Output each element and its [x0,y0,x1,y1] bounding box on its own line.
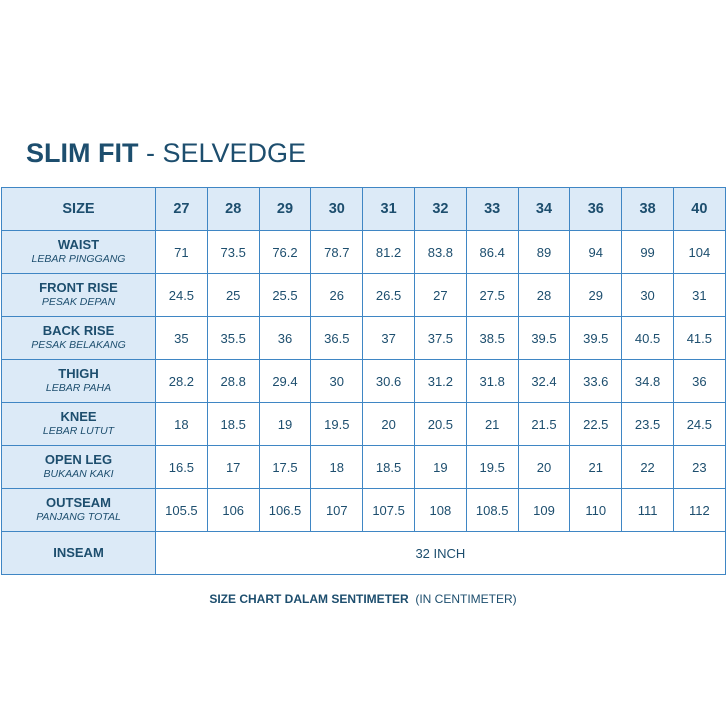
table-cell: 107 [311,489,363,532]
table-row [2,489,726,532]
size-header-cell: 33 [466,188,518,231]
row-label [2,403,156,446]
table-cell: 40.5 [622,317,674,360]
table-cell: 22 [622,446,674,489]
row-label [2,446,156,489]
table-row [2,317,726,360]
size-header-cell: 28 [207,188,259,231]
table-cell: 20 [518,446,570,489]
table-cell: 24.5 [673,403,725,446]
table-cell: 78.7 [311,231,363,274]
table-cell: 19 [414,446,466,489]
size-header-cell: 34 [518,188,570,231]
table-cell: 81.2 [363,231,415,274]
row-label-en: OUTSEAM [46,495,111,510]
table-cell: 99 [622,231,674,274]
row-label [2,317,156,360]
table-cell: 106.5 [259,489,311,532]
table-cell: 26 [311,274,363,317]
table-cell: 37 [363,317,415,360]
table-cell: 21.5 [518,403,570,446]
row-label-en: WAIST [57,237,100,252]
table-cell: 21 [570,446,622,489]
table-cell: 29.4 [259,360,311,403]
table-cell: 24.5 [156,274,208,317]
row-label-id: PANJANG TOTAL [36,511,121,523]
table-cell: 20.5 [414,403,466,446]
table-cell: 36 [673,360,725,403]
row-label-en: FRONT RISE [39,280,118,295]
row-label-en: THIGH [58,366,99,381]
table-cell: 19.5 [466,446,518,489]
size-header-cell: 40 [673,188,725,231]
size-header-cell: 38 [622,188,674,231]
table-cell: 110 [570,489,622,532]
size-header-cell: 29 [259,188,311,231]
header-row [2,188,726,231]
table-cell: 109 [518,489,570,532]
table-cell: 36.5 [311,317,363,360]
table-cell: 30 [622,274,674,317]
table-cell: 106 [207,489,259,532]
table-cell: 71 [156,231,208,274]
table-row [2,231,726,274]
table-cell: 17.5 [259,446,311,489]
table-cell: 29 [570,274,622,317]
size-header-cell: 32 [414,188,466,231]
table-cell: 16.5 [156,446,208,489]
size-header-label: SIZE [2,188,156,231]
footer-bold: SIZE CHART DALAM SENTIMETER [209,592,409,606]
inseam-value: 32 INCH [156,532,726,575]
row-label [2,360,156,403]
table-cell: 28 [518,274,570,317]
table-cell: 18.5 [207,403,259,446]
inseam-label: INSEAM [53,545,104,560]
table-cell: 30 [311,360,363,403]
table-cell: 111 [622,489,674,532]
table-cell: 18 [311,446,363,489]
table-cell: 19.5 [311,403,363,446]
row-label-id: LEBAR PAHA [45,382,112,394]
size-header-cell: 30 [311,188,363,231]
table-cell: 25 [207,274,259,317]
table-cell: 89 [518,231,570,274]
table-cell: 41.5 [673,317,725,360]
size-header-cell: 27 [156,188,208,231]
table-cell: 39.5 [570,317,622,360]
title-bold: SLIM FIT [26,138,139,168]
table-cell: 31 [673,274,725,317]
page-title [26,137,306,169]
table-row [2,274,726,317]
table-cell: 105.5 [156,489,208,532]
table-row [2,446,726,489]
title-light: SELVEDGE [162,138,307,168]
table-cell: 76.2 [259,231,311,274]
table-cell: 18.5 [363,446,415,489]
table-cell: 34.8 [622,360,674,403]
row-label-id: LEBAR PINGGANG [31,253,126,265]
row-label-id: PESAK DEPAN [41,296,116,308]
table-cell: 36 [259,317,311,360]
table-cell: 31.2 [414,360,466,403]
row-label-en: BACK RISE [42,323,115,338]
size-header-cell: 31 [363,188,415,231]
table-cell: 94 [570,231,622,274]
table-cell: 21 [466,403,518,446]
table-cell: 39.5 [518,317,570,360]
row-label-en: OPEN LEG [44,452,113,467]
size-header-cell: 36 [570,188,622,231]
row-label-id: PESAK BELAKANG [31,339,126,351]
table-cell: 19 [259,403,311,446]
row-label [2,231,156,274]
table-cell: 30.6 [363,360,415,403]
table-cell: 20 [363,403,415,446]
table-cell: 35 [156,317,208,360]
table-cell: 37.5 [414,317,466,360]
table-cell: 107.5 [363,489,415,532]
table-cell: 108 [414,489,466,532]
row-label-en: KNEE [60,409,97,424]
row-label [2,532,156,575]
title-separator: - [138,138,163,168]
table-cell: 22.5 [570,403,622,446]
footer-light: (IN CENTIMETER) [415,592,517,606]
table-row [2,360,726,403]
table-cell: 108.5 [466,489,518,532]
table-cell: 33.6 [570,360,622,403]
table-row [2,403,726,446]
table-cell: 17 [207,446,259,489]
table-cell: 86.4 [466,231,518,274]
table-cell: 23.5 [622,403,674,446]
table-cell: 83.8 [414,231,466,274]
row-label [2,489,156,532]
size-chart-table [1,187,726,575]
table-cell: 31.8 [466,360,518,403]
table-cell: 104 [673,231,725,274]
table-cell: 112 [673,489,725,532]
table-cell: 26.5 [363,274,415,317]
table-cell: 28.8 [207,360,259,403]
row-label-id: LEBAR LUTUT [42,425,115,437]
table-cell: 35.5 [207,317,259,360]
inseam-row [2,532,726,575]
table-cell: 23 [673,446,725,489]
table-cell: 18 [156,403,208,446]
table-cell: 38.5 [466,317,518,360]
table-cell: 32.4 [518,360,570,403]
table-cell: 73.5 [207,231,259,274]
table-cell: 27 [414,274,466,317]
table-cell: 28.2 [156,360,208,403]
table-cell: 27.5 [466,274,518,317]
row-label-id: BUKAAN KAKI [43,468,114,480]
row-label [2,274,156,317]
table-cell: 25.5 [259,274,311,317]
footer-note [0,592,726,606]
